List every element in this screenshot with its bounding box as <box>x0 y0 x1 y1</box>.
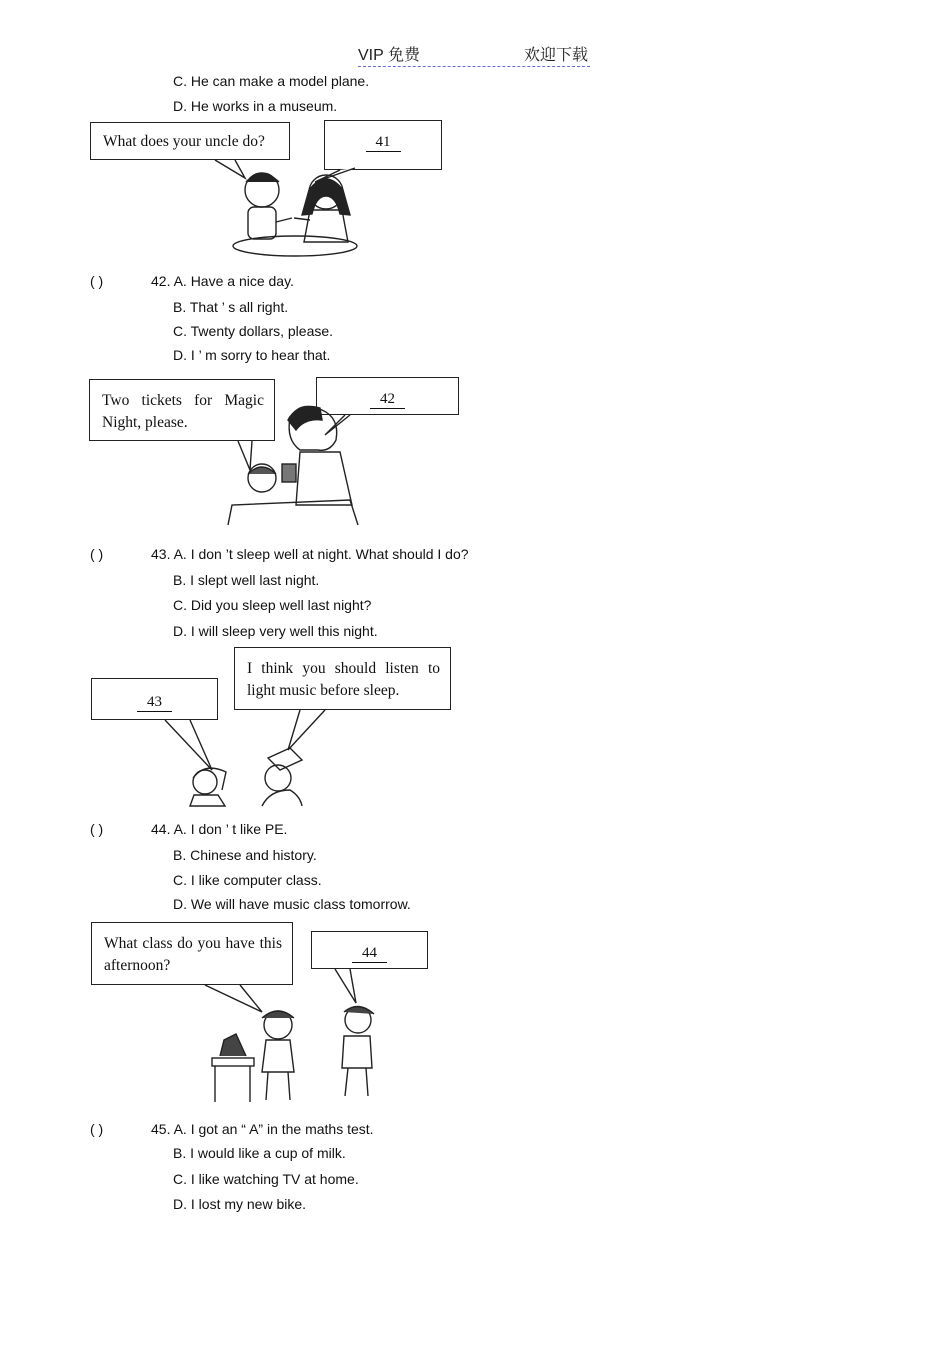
answer-paren-45[interactable]: ( ) <box>90 1121 104 1137</box>
q45-option-c: C. I like watching TV at home. <box>173 1171 359 1187</box>
q44-option-b: B. Chinese and history. <box>173 847 317 863</box>
bubble-43-statement-text: I think you should listen to light music before sleep. <box>247 660 440 699</box>
answer-paren-44[interactable]: ( ) <box>90 821 104 837</box>
q42-option-b: B. That ’ s all right. <box>173 299 289 315</box>
q42-option-c: C. Twenty dollars, please. <box>173 323 334 339</box>
q41-option-d: D. He works in a museum. <box>173 98 338 114</box>
q42-option-d: D. I ’ m sorry to hear that. <box>173 347 331 363</box>
blank-43: 43 <box>137 694 172 712</box>
q45-stem: 45. A. I got an “ A” in the maths test. <box>151 1121 374 1137</box>
q43-option-b: B. I slept well last night. <box>173 572 320 588</box>
bubble-42-question-text: Two tickets for Magic Night, please. <box>102 392 264 431</box>
header-welcome-label: 欢迎下载 <box>523 47 588 64</box>
blank-42: 42 <box>370 391 405 409</box>
blank-41: 41 <box>366 134 401 152</box>
q41-option-c: C. He can make a model plane. <box>173 73 370 89</box>
q43-option-c: C. Did you sleep well last night? <box>173 597 372 613</box>
q43-option-d: D. I will sleep very well this night. <box>173 623 378 639</box>
q45-option-b: B. I would like a cup of milk. <box>173 1145 346 1161</box>
answer-paren-42[interactable]: ( ) <box>90 273 104 289</box>
two-boys-at-desk-illustration <box>205 969 374 1102</box>
q44-option-c: C. I like computer class. <box>173 872 322 888</box>
bubble-44-question-text: What class do you have this afternoon? <box>104 935 282 974</box>
q45-option-d: D. I lost my new bike. <box>173 1196 307 1212</box>
header-vip-label: VIP 免费 <box>358 47 420 64</box>
answer-paren-43[interactable]: ( ) <box>90 546 104 562</box>
bubble-41-question-text: What does your uncle do? <box>103 133 265 150</box>
q43-stem: 43. A. I don ’t sleep well at night. What should I do? <box>151 546 469 562</box>
blank-44: 44 <box>352 945 387 963</box>
q42-stem: 42. A. Have a nice day. <box>151 273 294 289</box>
q44-option-d: D. We will have music class tomorrow. <box>173 896 411 912</box>
q44-stem: 44. A. I don ’ t like PE. <box>151 821 288 837</box>
